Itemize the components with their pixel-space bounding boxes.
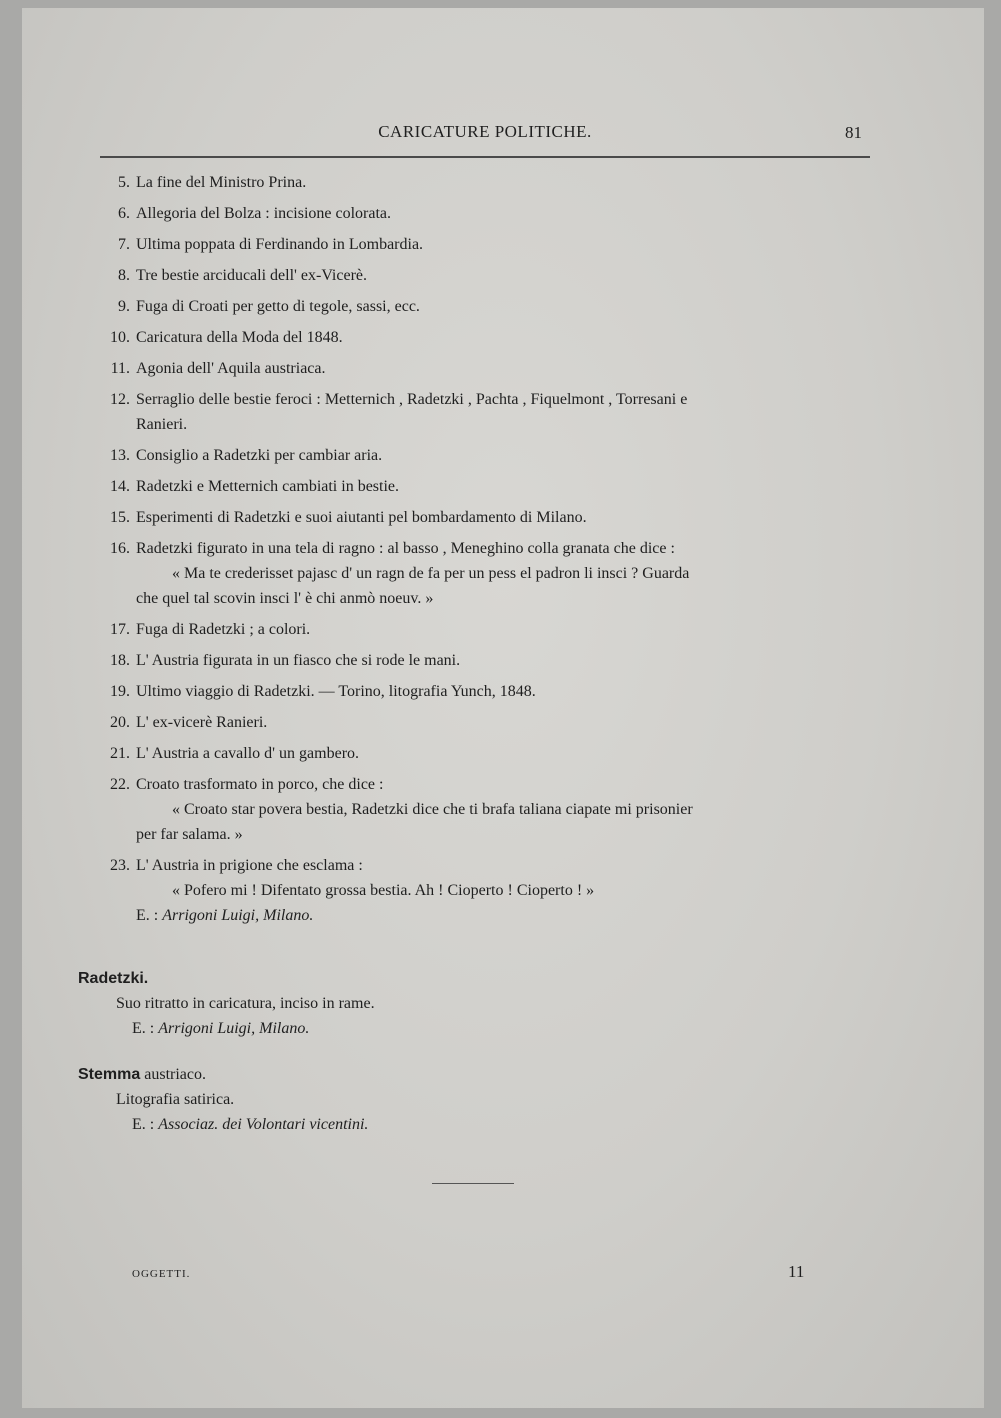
item-text: Fuga di Croati per getto di tegole, sassi, ecc. bbox=[136, 298, 420, 315]
item-text: « Pofero mi ! Difentato grossa bestia. Ah ! Cioperto ! Cioperto ! » bbox=[172, 882, 595, 899]
item-text: L' Austria figurata in un fiasco che si rode le mani. bbox=[136, 652, 461, 669]
list-item bbox=[100, 536, 870, 611]
item-text: per far salama. » bbox=[136, 826, 243, 843]
item-number: 20. bbox=[110, 714, 130, 731]
item-text: Consiglio a Radetzki per cambiar aria. bbox=[136, 447, 383, 464]
item-text: « Ma te crederisset pajasc d' un ragn de fa per un pess el padron li insci ? Guarda bbox=[172, 565, 690, 582]
item-number: 23. bbox=[110, 857, 130, 874]
entry-description: Litografia satirica. bbox=[116, 1091, 235, 1108]
item-number: 9. bbox=[118, 298, 130, 315]
list-item bbox=[100, 853, 870, 928]
item-number: 16. bbox=[110, 540, 130, 557]
list-item bbox=[100, 356, 870, 381]
item-text: L' Austria in prigione che esclama : bbox=[136, 857, 363, 874]
item-number: 22. bbox=[110, 776, 130, 793]
item-text: che quel tal scovin insci l' è chi anmò noeuv. » bbox=[136, 590, 434, 607]
page-header bbox=[100, 120, 870, 158]
item-publisher bbox=[136, 903, 870, 928]
entry-radetzki bbox=[78, 966, 858, 1041]
item-number: 21. bbox=[110, 745, 130, 762]
list-item bbox=[100, 772, 870, 847]
list-item bbox=[100, 474, 870, 499]
item-text: Radetzki figurato in una tela di ragno : al basso , Meneghino colla granata che dice : bbox=[136, 540, 675, 557]
item-text: Agonia dell' Aquila austriaca. bbox=[136, 360, 326, 377]
caricature-list bbox=[100, 170, 870, 934]
item-number: 12. bbox=[110, 391, 130, 408]
list-item bbox=[100, 505, 870, 530]
item-number: 17. bbox=[110, 621, 130, 638]
page-number: 81 bbox=[845, 123, 862, 142]
list-item bbox=[100, 710, 870, 735]
list-item bbox=[100, 294, 870, 319]
entry-description: Suo ritratto in caricatura, inciso in rame. bbox=[116, 995, 375, 1012]
item-text: Tre bestie arciducali dell' ex-Vicerè. bbox=[136, 267, 368, 284]
item-number: 14. bbox=[110, 478, 130, 495]
list-item bbox=[100, 170, 870, 195]
publisher-name: Arrigoni Luigi, Milano. bbox=[162, 907, 314, 924]
publisher-prefix: E. : bbox=[132, 1116, 155, 1133]
signature-mark: OGGETTI. bbox=[132, 1268, 191, 1280]
item-text: L' ex-vicerè Ranieri. bbox=[136, 714, 268, 731]
item-number: 8. bbox=[118, 267, 130, 284]
list-item bbox=[100, 617, 870, 642]
publisher-prefix: E. : bbox=[132, 1020, 155, 1037]
item-number: 18. bbox=[110, 652, 130, 669]
item-text: Croato trasformato in porco, che dice : bbox=[136, 776, 384, 793]
sheet-number: 11 bbox=[788, 1262, 805, 1281]
item-text: Ultima poppata di Ferdinando in Lombardia. bbox=[136, 236, 424, 253]
item-text: Radetzki e Metternich cambiati in bestie. bbox=[136, 478, 400, 495]
list-item bbox=[100, 443, 870, 468]
item-text: « Croato star povera bestia, Radetzki dice che ti brafa taliana ciapate mi prisonier bbox=[172, 801, 693, 818]
list-item bbox=[100, 679, 870, 704]
list-item bbox=[100, 648, 870, 673]
entry-stemma bbox=[78, 1062, 858, 1137]
list-item bbox=[100, 387, 870, 437]
item-text: Caricatura della Moda del 1848. bbox=[136, 329, 343, 346]
item-number: 7. bbox=[118, 236, 130, 253]
item-number: 10. bbox=[110, 329, 130, 346]
publisher-prefix: E. : bbox=[136, 907, 159, 924]
item-text: Serraglio delle bestie feroci : Metternich , Radetzki , Pachta , Fiquelmont , Torresani e bbox=[136, 391, 688, 408]
entry-title-rest: austriaco. bbox=[144, 1066, 206, 1083]
running-title: CARICATURE POLITICHE. bbox=[378, 122, 592, 141]
publisher-name: Associaz. dei Volontari vicentini. bbox=[158, 1116, 369, 1133]
item-number: 11. bbox=[110, 360, 130, 377]
item-number: 13. bbox=[110, 447, 130, 464]
entry-publisher bbox=[78, 1112, 858, 1137]
item-number: 15. bbox=[110, 509, 130, 526]
item-text: Fuga di Radetzki ; a colori. bbox=[136, 621, 311, 638]
item-text: Ultimo viaggio di Radetzki. — Torino, litografia Yunch, 1848. bbox=[136, 683, 536, 700]
item-text: L' Austria a cavallo d' un gambero. bbox=[136, 745, 360, 762]
item-text: La fine del Ministro Prina. bbox=[136, 174, 307, 191]
list-item bbox=[100, 325, 870, 350]
item-text: Allegoria del Bolza : incisione colorata. bbox=[136, 205, 392, 222]
list-item bbox=[100, 741, 870, 766]
entry-publisher bbox=[78, 1016, 858, 1041]
section-divider bbox=[432, 1183, 514, 1184]
item-text: Esperimenti di Radetzki e suoi aiutanti pel bombardamento di Milano. bbox=[136, 509, 587, 526]
entry-title: Stemma bbox=[78, 1066, 141, 1083]
item-number: 6. bbox=[118, 205, 130, 222]
item-number: 5. bbox=[118, 174, 130, 191]
list-item bbox=[100, 201, 870, 226]
list-item bbox=[100, 263, 870, 288]
item-number: 19. bbox=[110, 683, 130, 700]
item-text: Ranieri. bbox=[136, 416, 188, 433]
publisher-name: Arrigoni Luigi, Milano. bbox=[158, 1020, 310, 1037]
entry-title: Radetzki. bbox=[78, 970, 149, 987]
list-item bbox=[100, 232, 870, 257]
